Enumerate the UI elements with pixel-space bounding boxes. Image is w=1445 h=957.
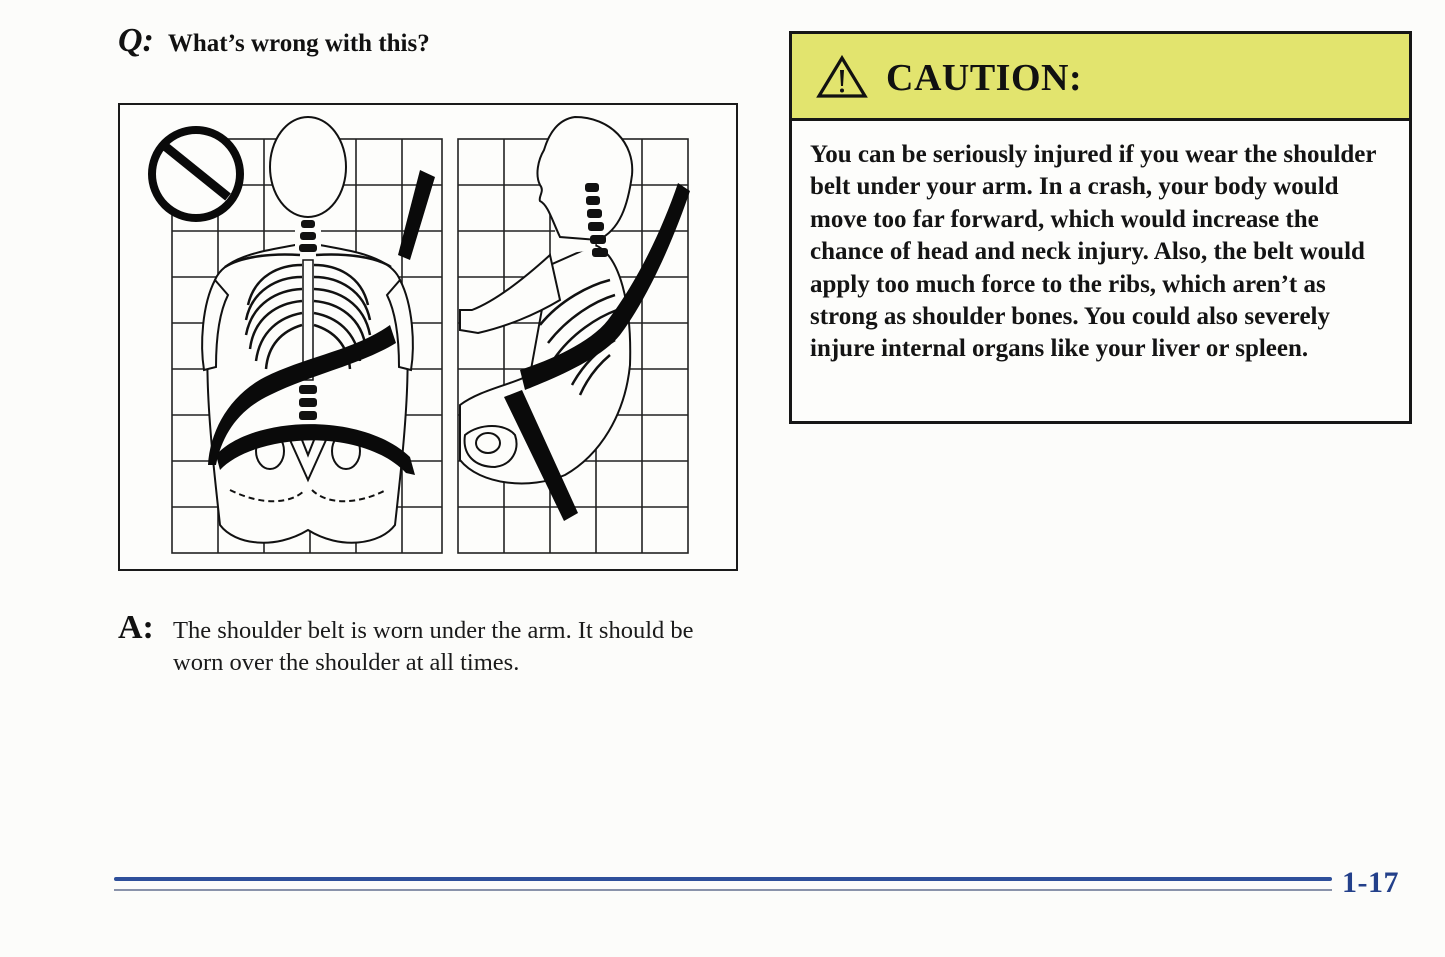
caution-header: [792, 34, 1409, 121]
warning-triangle-icon: [816, 55, 868, 99]
footer-rule-primary: [114, 877, 1332, 881]
seatbelt-illustration: [118, 103, 738, 571]
question-text: What’s wrong with this?: [167, 30, 430, 57]
caution-body: You can be seriously injured if you wear the shoulder belt under your arm. In a crash, your body would move too far forward, which would increase the chance of head and neck injury. Also, the belt would apply too much force to the ribs, which aren’t as strong as shoulder bones. You could also severely injure internal organs like your liver or spleen.: [810, 141, 1377, 363]
caution-title: CAUTION:: [886, 57, 1083, 99]
page-number: 1-17: [1342, 866, 1399, 899]
answer-marker: A:: [118, 609, 154, 646]
footer-rule-secondary: [114, 889, 1332, 891]
answer-text: The shoulder belt is worn under the arm. It should be worn over the shoulder at all times.: [173, 617, 694, 676]
caution-box: [789, 31, 1412, 424]
no-symbol-icon: [152, 130, 240, 218]
question-heading: [118, 22, 430, 60]
answer-block: [118, 608, 738, 679]
question-marker: Q:: [118, 22, 154, 59]
